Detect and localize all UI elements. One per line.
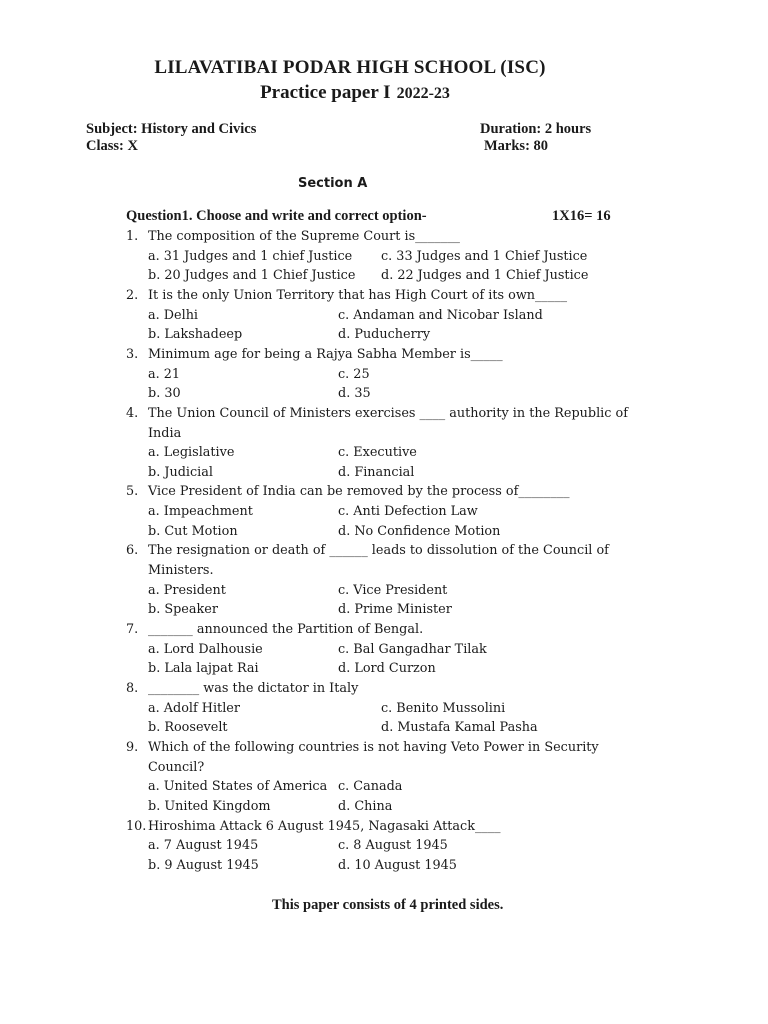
question-text [126,817,646,837]
answer-option: d. Prime Minister [338,602,452,618]
duration-label: Duration: 2 hours [480,121,592,137]
question-text [126,758,646,778]
question-number: 5. [126,484,139,500]
answer-option: a. United States of America [148,779,328,795]
option-grid [126,836,646,875]
question-line: Hiroshima Attack 6 August 1945, Nagasaki Attack____ [148,818,501,834]
question-item [126,679,646,738]
question-text [126,482,646,502]
answer-option: b. Speaker [148,602,218,618]
answer-option: b. 9 August 1945 [148,857,259,873]
question-number: 10. [126,818,147,834]
question-text [126,620,646,640]
option-grid [126,443,646,482]
question-text [126,404,646,424]
answer-option: d. 22 Judges and 1 Chief Justice [381,268,589,284]
answer-option: a. 31 Judges and 1 chief Justice [148,248,353,264]
question-line: ________ was the dictator in Italy [148,680,359,696]
question-item [126,738,646,817]
answer-option: d. Puducherry [338,327,431,343]
answer-option: c. Benito Mussolini [381,700,506,716]
question-number: 9. [126,739,139,755]
question-number: 2. [126,287,139,303]
option-grid [126,247,646,286]
answer-option: c. Bal Gangadhar Tilak [338,641,487,657]
question-number: 7. [126,622,139,638]
answer-option: d. Lord Curzon [338,661,436,677]
answer-option: a. Legislative [148,445,235,461]
footer-note: This paper consists of 4 printed sides. [272,897,504,913]
answer-option: b. Lala lajpat Rai [148,661,259,677]
question-text [126,679,646,699]
answer-option: a. Delhi [148,307,199,323]
question-text [126,227,646,247]
question-line: Minimum age for being a Rajya Sabha Member is_____ [148,346,503,362]
question-line: The composition of the Supreme Court is_______ [148,229,460,244]
question-line: Ministers. [148,563,214,579]
answer-option: b. Roosevelt [148,720,228,736]
answer-option: b. 30 [148,386,181,402]
answer-option: a. 21 [148,366,181,382]
answer-option: a. Lord Dalhousie [148,641,263,657]
answer-option: b. 20 Judges and 1 Chief Justice [148,268,356,284]
class-label: Class: X [86,138,138,154]
question-line: The resignation or death of ______ leads to dissolution of the Council of [148,543,609,559]
question-heading-text: Question1. Choose and write and correct option- [126,208,427,224]
paper-title [0,82,710,104]
school-name: LILAVATIBAI PODAR HIGH SCHOOL (ISC) [154,57,546,78]
answer-option: c. Anti Defection Law [338,504,478,520]
answer-option: b. United Kingdom [148,798,271,814]
question-text [126,424,646,444]
question-text [126,541,646,561]
answer-option: d. Mustafa Kamal Pasha [381,720,538,736]
question-line: It is the only Union Territory that has High Court of its own_____ [148,287,568,303]
option-grid [126,777,646,816]
question-item [126,541,646,620]
answer-option: a. Impeachment [148,504,253,520]
option-grid [126,365,646,404]
answer-option: c. Vice President [338,582,448,598]
answer-option: d. China [338,798,393,814]
question-item [126,482,646,541]
question-text [126,345,646,365]
question-heading [126,208,646,225]
answer-option: d. No Confidence Motion [338,523,501,539]
question-line: Vice President of India can be removed by the process of________ [148,484,570,500]
question-number: 4. [126,405,139,421]
answer-option: c. 25 [338,366,370,382]
question-number: 8. [126,680,139,696]
option-grid [126,581,646,620]
marks-label: Marks: 80 [484,138,549,154]
answer-option: b. Lakshadeep [148,327,243,343]
option-grid [126,699,646,738]
question-number: 3. [126,346,139,362]
question-item [126,345,646,404]
paper-year: 2022-23 [396,85,450,102]
answer-option: d. 10 August 1945 [338,857,457,873]
answer-option: c. 8 August 1945 [338,838,448,854]
option-grid [126,640,646,679]
answer-option: c. Andaman and Nicobar Island [338,307,543,323]
answer-option: c. Canada [338,779,403,795]
question-text [126,286,646,306]
answer-option: d. 35 [338,386,371,402]
question-item [126,817,646,876]
answer-option: a. 7 August 1945 [148,838,259,854]
option-grid [126,502,646,541]
answer-option: b. Judicial [148,464,213,480]
question-line: The Union Council of Ministers exercises ____ authority in the Republic of [148,405,628,421]
question-text [126,738,646,758]
question-item [126,286,646,345]
answer-option: a. Adolf Hitler [148,700,240,716]
subject-label: Subject: History and Civics [86,121,257,137]
question-item [126,620,646,679]
answer-option: b. Cut Motion [148,523,238,539]
question-number: 6. [126,543,139,559]
question-number: 1. [126,229,139,244]
question-line: India [148,425,182,441]
question-item [126,404,646,483]
answer-option: d. Financial [338,464,415,480]
question-line: Council? [148,759,205,775]
question-line: Which of the following countries is not having Veto Power in Security [148,739,599,755]
question-text [126,561,646,581]
question-list [126,227,646,876]
question-heading-marks: 1X16= 16 [552,208,611,224]
question-item [126,227,646,286]
section-title: Section A [298,176,368,191]
answer-option: a. President [148,582,226,598]
answer-option: c. 33 Judges and 1 Chief Justice [381,248,588,264]
option-grid [126,306,646,345]
paper-name: Practice paper I [260,82,391,103]
question-line: _______ announced the Partition of Bengal. [148,622,424,638]
answer-option: c. Executive [338,445,417,461]
